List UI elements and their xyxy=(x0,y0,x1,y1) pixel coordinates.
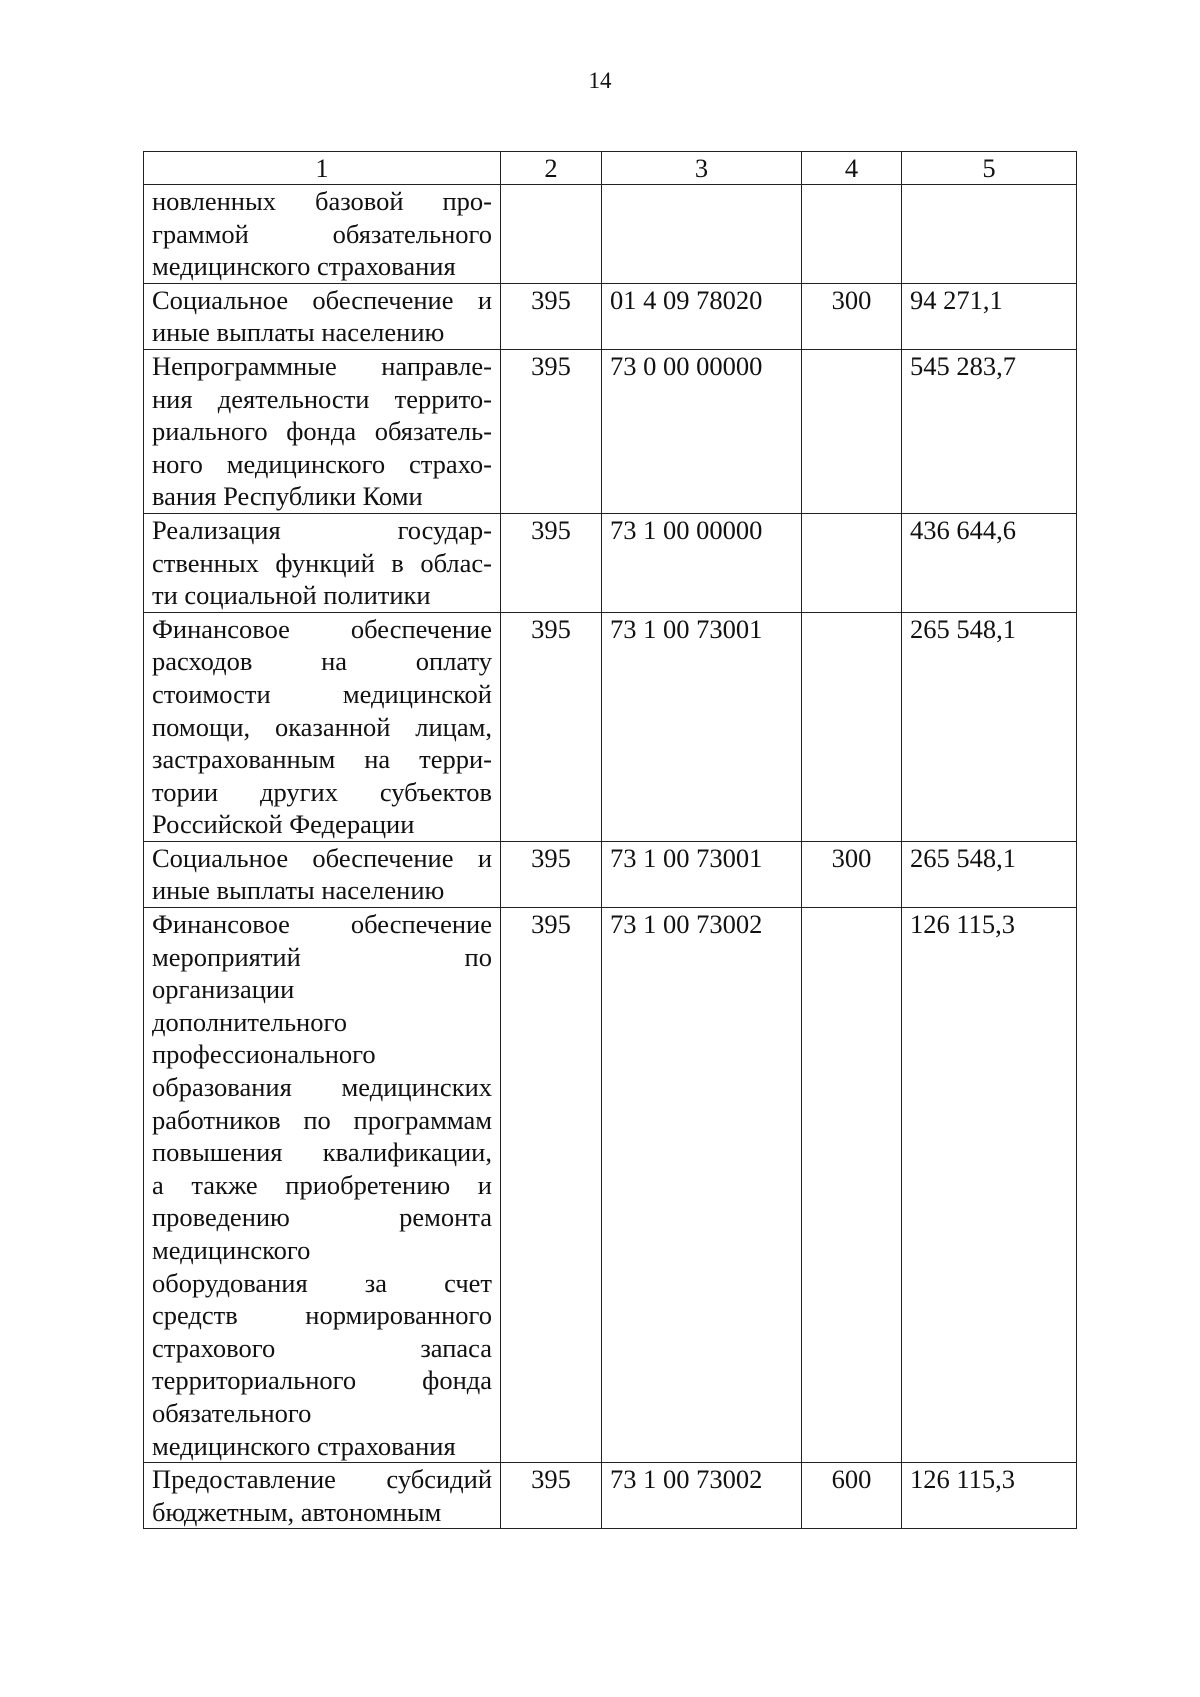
table-row xyxy=(144,1463,1077,1529)
description-line: застрахованным на терри- xyxy=(152,744,492,775)
table-row xyxy=(144,185,1077,284)
description-line: профессионального xyxy=(152,1039,376,1070)
description-line: страхового запаса xyxy=(152,1332,492,1363)
target-article-cell: 73 0 00 00000 xyxy=(602,349,802,513)
description-line: проведению ремонта xyxy=(152,1202,492,1233)
row-description xyxy=(144,283,501,349)
description-line: ния деятельности террито- xyxy=(152,383,492,414)
admin-code-cell: 395 xyxy=(501,612,602,841)
description-line: граммой обязательного xyxy=(152,218,492,249)
expense-type-cell: 300 xyxy=(802,283,902,349)
admin-code-cell xyxy=(501,185,602,284)
description-line: Социальное обеспечение и xyxy=(152,842,492,873)
amount-cell: 265 548,1 xyxy=(902,841,1077,907)
amount-cell: 545 283,7 xyxy=(902,349,1077,513)
target-article-cell: 73 1 00 73002 xyxy=(602,908,802,1463)
table-header-row xyxy=(144,152,1077,185)
table-row xyxy=(144,349,1077,513)
description-line: обязательного xyxy=(152,1397,312,1428)
budget-table xyxy=(143,151,1077,1529)
table-row xyxy=(144,283,1077,349)
row-description xyxy=(144,349,501,513)
description-line: образования медицинских xyxy=(152,1072,492,1103)
description-line: медицинского xyxy=(152,1235,311,1265)
table-row xyxy=(144,908,1077,1463)
target-article-cell: 73 1 00 73001 xyxy=(602,841,802,907)
target-article-cell: 01 4 09 78020 xyxy=(602,283,802,349)
amount-cell: 436 644,6 xyxy=(902,513,1077,612)
row-description xyxy=(144,841,501,907)
amount-cell: 265 548,1 xyxy=(902,612,1077,841)
table-row xyxy=(144,513,1077,612)
description-line: иные выплаты населению xyxy=(152,875,445,906)
description-line: Российской Федерации xyxy=(152,809,415,840)
row-description xyxy=(144,1463,501,1529)
description-line: расходов на оплату xyxy=(152,646,492,677)
description-line: ти социальной политики xyxy=(152,580,431,611)
description-line: дополнительного xyxy=(152,1006,347,1037)
column-header: 5 xyxy=(902,152,1077,185)
expense-type-cell: 600 xyxy=(802,1463,902,1529)
description-line: вания Республики Коми xyxy=(152,481,423,512)
target-article-cell xyxy=(602,185,802,284)
description-line: Реализация государ- xyxy=(152,514,492,545)
description-line: Социальное обеспечение и xyxy=(152,284,492,315)
description-line: помощи, оказанной лицам, xyxy=(152,711,492,742)
target-article-cell: 73 1 00 73001 xyxy=(602,612,802,841)
amount-cell: 94 271,1 xyxy=(902,283,1077,349)
amount-cell: 126 115,3 xyxy=(902,908,1077,1463)
description-line: а также приобретению и xyxy=(152,1169,492,1200)
description-line: мероприятий по xyxy=(152,941,492,972)
target-article-cell: 73 1 00 73002 xyxy=(602,1463,802,1529)
column-header: 1 xyxy=(144,152,501,185)
admin-code-cell: 395 xyxy=(501,841,602,907)
description-line: бюджетным, автономным xyxy=(152,1496,442,1527)
admin-code-cell: 395 xyxy=(501,513,602,612)
description-line: Финансовое обеспечение xyxy=(152,613,492,644)
description-line: работников по программам xyxy=(152,1104,492,1135)
expense-type-cell xyxy=(802,185,902,284)
amount-cell xyxy=(902,185,1077,284)
description-line: средств нормированного xyxy=(152,1300,492,1331)
description-line: тории других субъектов xyxy=(152,776,492,807)
page-number: 14 xyxy=(588,68,612,93)
description-line: территориального фонда xyxy=(152,1365,492,1396)
expense-type-cell xyxy=(802,349,902,513)
description-line: ного медицинского страхо- xyxy=(152,448,492,479)
amount-cell: 126 115,3 xyxy=(902,1463,1077,1529)
table-row xyxy=(144,841,1077,907)
row-description xyxy=(144,513,501,612)
column-header: 3 xyxy=(602,152,802,185)
table-row xyxy=(144,612,1077,841)
column-header: 2 xyxy=(501,152,602,185)
expense-type-cell xyxy=(802,513,902,612)
description-line: медицинского страхования xyxy=(152,251,456,282)
expense-type-cell: 300 xyxy=(802,841,902,907)
description-line: Предоставление субсидий xyxy=(152,1464,492,1495)
description-line: ственных функций в облас- xyxy=(152,547,492,578)
expense-type-cell xyxy=(802,908,902,1463)
description-line: новленных базовой про- xyxy=(152,186,492,216)
description-line: Финансовое обеспечение xyxy=(152,909,492,940)
description-line: риального фонда обязатель- xyxy=(152,416,492,447)
admin-code-cell: 395 xyxy=(501,283,602,349)
target-article-cell: 73 1 00 00000 xyxy=(602,513,802,612)
description-line: оборудования за счет xyxy=(152,1267,492,1298)
admin-code-cell: 395 xyxy=(501,349,602,513)
table-body xyxy=(144,185,1077,1529)
description-line: стоимости медицинской xyxy=(152,678,492,709)
description-line: иные выплаты населению xyxy=(152,317,445,348)
row-description xyxy=(144,612,501,841)
description-line: повышения квалификации, xyxy=(152,1137,492,1168)
description-line: организации xyxy=(152,974,295,1005)
row-description xyxy=(144,185,501,284)
admin-code-cell: 395 xyxy=(501,1463,602,1529)
row-description xyxy=(144,908,501,1463)
column-header: 4 xyxy=(802,152,902,185)
description-line: медицинского страхования xyxy=(152,1430,456,1461)
expense-type-cell xyxy=(802,612,902,841)
description-line: Непрограммные направле- xyxy=(152,350,492,381)
admin-code-cell: 395 xyxy=(501,908,602,1463)
